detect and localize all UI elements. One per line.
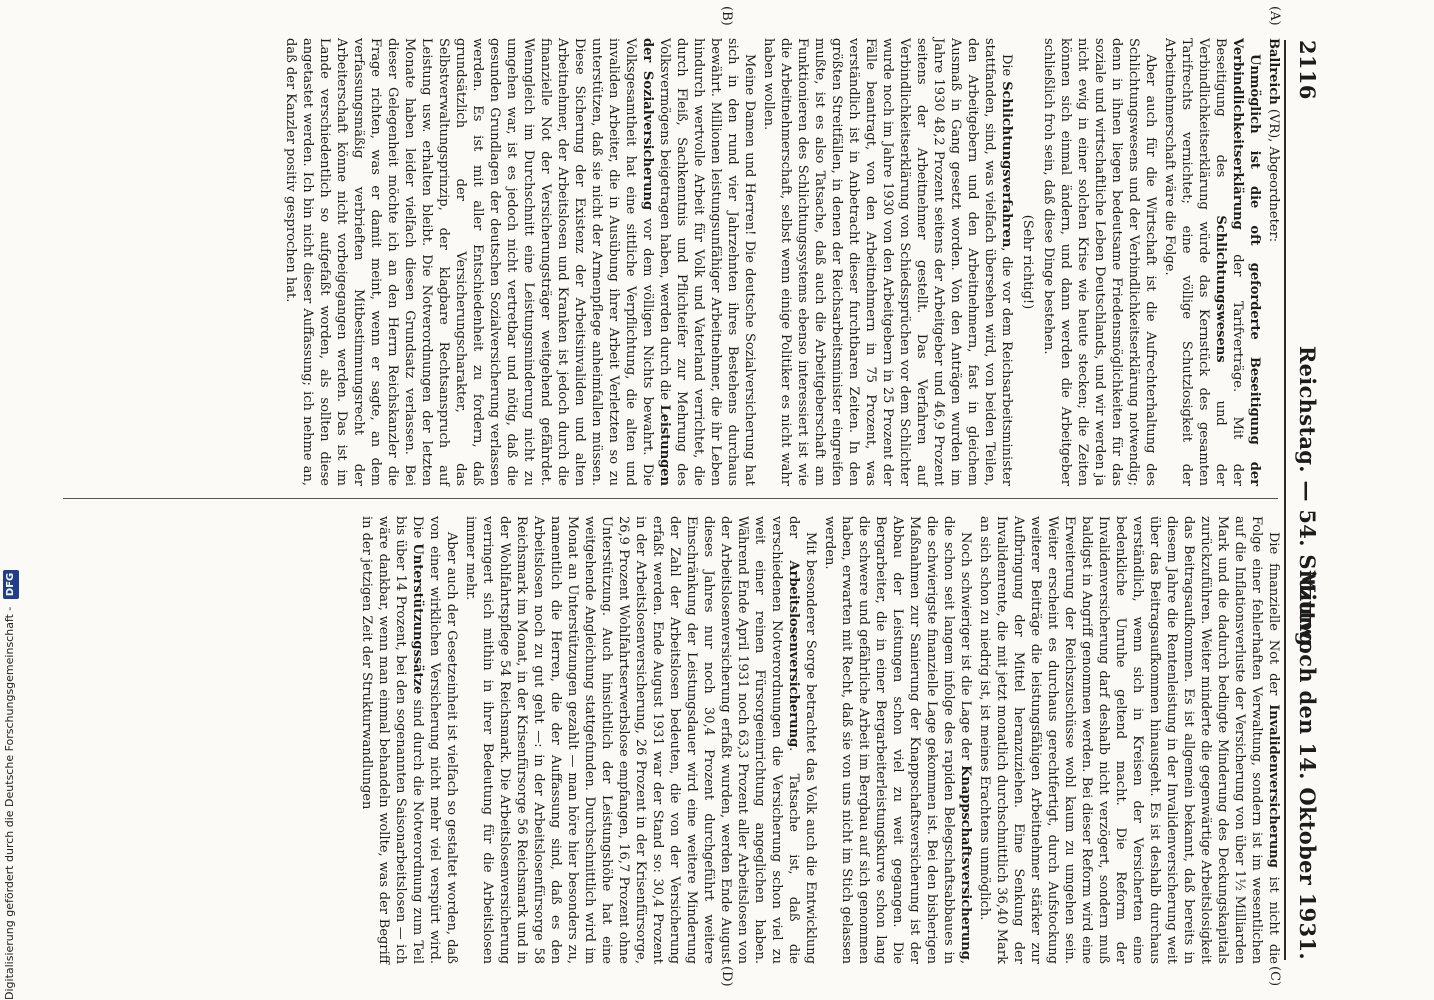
speaker-line (1265, 38, 1282, 486)
paragraph (358, 516, 460, 964)
emphasis: Leistungen der Sozialversicherung (640, 38, 672, 486)
paragraph (462, 516, 819, 964)
text-run: Noch schwieriger ist die Lage der (958, 532, 973, 766)
emphasis: Arbeitslosenversicherung (786, 560, 801, 748)
paragraph: Aber auch für die Wirtschaft ist die Aufrechterhaltung des Schlichtungswesens und der Verbindlichkeitserklärung notwendig; denn in ihnen liegen bedeutsame Friedensmöglichkeiten für das soziale und wirtschaftliche Leben Deutschlands, und wir werden ja nicht ewig in einer solchen Krise wie heute stecken; die Zeiten können sich einmal ändern, und dann werden die Arbeitgeber schließlich froh sein, daß diese Dinge bestehen. (1041, 38, 1158, 486)
footer-credit (2, 0, 18, 1000)
text-run: der Tarifverträge. Mit der Beseitigung des (1213, 38, 1245, 486)
footer-text: Digitalisierung gefördert durch die Deutsche Forschungsgemeinschaft - (3, 606, 16, 1000)
header-rule (1284, 40, 1286, 960)
text-run: vor dem völligen Nichts bewahrt. Die Volksgesamtheit hat eine sittliche Verpflichtung, die alten und invaliden Arbeiter, die in Ausübung ihrer Arbeit Verletzten so zu unterstützen, daß sie nicht der Armenpflege anheimfallen müssen. Diese Sicherung der Existenz der Arbeitsinvaliden und alten Arbeitnehmer, der Arbeitslosen und Kranken ist jedoch durch die finanzielle Not der Versicherungsträger weitgehend gefährdet. Wenngleich im Durchschnitt eine Leistungsminderung nicht zu umgehen war, ist es jedoch nicht vertretbar und nötig, daß die gesunden Grundlagen der deutschen Sozialversicherung verlassen werden. Es ist mit aller Entschiedenheit zu fordern, daß grundsätzlich der Versicherungscharakter, das Selbstverwaltungsprinzip, der klagbare Rechtsanspruch auf Leistung usw. erhalten bleibt. Die Notverordnungen der letzten Monate haben leider vielfach diesen Grundsatz verlassen. Bei dieser Gelegenheit möchte ich an den Herrn Reichskanzler die Frage richten, was er damit meint, wenn er sagte, an dem verfassungsmäßig verbrieften Mitbestimmungsrecht der Arbeiterschaft könne nicht vorbeigegangen werden. Das ist im Lande verschiedentlich so aufgefaßt worden, als sollten diese angetastet werden. Ich bin nicht dieser Auffassung; ich nehme an, daß der Kanzler positiv gesprochen hat. (283, 38, 655, 487)
left-column (280, 38, 1282, 486)
text-run: Unmöglich ist die oft geforderte Beseitigung der (1247, 54, 1262, 486)
header-title: Reichstag. — 54. Sitzung. (1295, 345, 1320, 655)
text-run: und der Verbindlichkeitserklärung würde das Kernstück des gesamten Tarifrechts vernichtet; eine völlige Schutzlosigkeit der Arbeitnehmerschaft wäre die Folge. (1162, 38, 1228, 486)
speaker-note: (VR), Abgeordneter: (1266, 108, 1281, 243)
page-number: 2116 (1295, 40, 1320, 100)
margin-marker-d: (D) (719, 966, 734, 987)
right-column (356, 516, 1282, 964)
margin-marker-b: (B) (719, 6, 734, 26)
text-run: . Tatsache ist, daß die verschiedenen Notverordnungen die Versicherung schon viel zu weit einer reinen Fürsorgeeinrichtung angeglichen haben. Während Ende April 1931 noch 63,3 Prozent aller Arbeitslosen von der Arbeitslosenversicherung erfaßt wurden, werden Ende August dieses Jahres nur noch 30,4 Prozent durchgeführt weitere Einschränkung der Leistungsdauer wird eine weitere Minderung der Zahl der Arbeitslosen bedeuten, die von der Versicherung erfaßt werden. Ende August 1931 war der Stand so: 30,4 Prozent in der Arbeitslosenversicherung, 26 Prozent in der Krisenfürsorge, 26,9 Prozent Wohlfahrtserwerbslose empfangen, 16,7 Prozent ohne Unterstützung. Auch hinsichtlich der Leistungshöhe hat eine weitgehende Angleichung stattgefunden. Durchschnittlich wird im Monat an Unterstützungen gezahlt — man höre hier besonders zu, namentlich die Herren, die der Auffassung sind, daß es den Arbeitslosen noch zu gut geht —: in der Arbeitslosenfürsorge 58 Reichsmark im Monat, in der Krisenfürsorge 56 Reichsmark und in der Wohlfahrtspflege 54 Reichsmark. Die Arbeitslosenversicherung verringert sich mithin in ihrer Bedeutung für die Arbeitslosen immer mehr. (463, 516, 801, 964)
emphasis: Unterstützungssätze (410, 543, 425, 695)
emphasis: Schlichtungsverfahren (999, 81, 1014, 248)
emphasis: Invalidenversicherung (1266, 704, 1281, 868)
paragraph (976, 516, 1282, 964)
text-run: ist nicht die Folge einer fehlerhaften Verwaltung, sondern ist im wesentlichen auf die Inflationsverluste der Versicherung von über 1½ Milliarden Mark und die dadurch bedingte Minderung des Deckungskapitals zurückzuführen. Weiter minderte die gegenwärtige Arbeitslosigkeit das Beitragsaufkommen. Es ist allgemein bekannt, daß bereits in diesem Jahre die Rentenleistung in der Invalidenversicherung weit über das Beitragsaufkommen hinausgeht. Es ist deshalb durchaus verständlich, wenn sich in Kreisen der Versicherten eine bedenkliche Unruhe geltend macht. Die Reform der Invalidenversicherung darf deshalb nicht verzögert, sondern muß baldigst in Angriff genommen werden. Bei dieser Reform wird eine Erweiterung der Reichszuschüsse wohl kaum zu umgehen sein. Weiter erscheint es durchaus gerechtfertigt, durch Aufstockung weiterer Beiträge die leistungsfähigen Arbeitnehmer stärker zur Aufbringung der Mittel heranzuziehen. Eine Senkung der Invalidenrente, die mit jetzt monatlich durchschnittlich 36,40 Mark an sich schon zu niedrig ist, ist meines Erachtens unmöglich. (977, 516, 1281, 965)
paragraph (1161, 38, 1263, 486)
emphasis: Schlichtungswesens (1213, 215, 1228, 363)
page-header (1290, 40, 1320, 960)
text-run: , die vor dem Reichsarbeitsminister stattfanden, sind, was vielfach übersehen wird, von beiden Teilen, den Arbeitgebern und den Arbeitnehmern, fast in gleichem Ausmaß in Gang gesetzt worden. Von den Anträgen wurden im Jahre 1930 48,2 Prozent seitens der Arbeitgeber und 46,9 Prozent seitens der Arbeitnehmer gestellt. Das Verfahren auf Verbindlichkeitserklärung von Schiedssprüchen vor dem Schlichter wurde noch im Jahre 1930 von den Arbeitgebern in 25 Prozent der Fälle beantragt, von den Arbeitnehmern in 75 Prozent, was verständlich ist in Anbetracht dieser furchtbaren Zeiten. In den größten Streitfällen, in denen der Reichsarbeitsminister eingreifen mußte, ist es also Tatsache, daß auch die Arbeitgeberschaft am Funktionieren des Schlichtungssystems ebenso interessiert ist wie die Arbeitnehmerschaft, selbst wenn einige Politiker es nicht wahr haben wollen. (761, 38, 1014, 486)
margin-marker-c: (C) (1267, 966, 1282, 987)
margin-marker-a: (A) (1267, 6, 1282, 26)
text-run: , die schon seit langem infolge des rapiden Belegschaftsabbaues in die schwierigste finanzielle Lage gekommen ist. Bei den bisherigen Maßnahmen zur Sanierung der Knappschaftsversicherung ist der Abbau der Leistungen schon viel zu weit gegangen. Die Bergarbeiter, die in einer Bergarbeiterleistungskurve schon lang die schwere und gefährliche Arbeit im Bergbau auf sich genommen haben, erwarten mit Recht, daß sie von uns nicht im Stich gelassen werden. (822, 516, 973, 964)
text-run: Mit besonderer Sorge betrachtet das Volk auch die Entwicklung der (786, 516, 818, 964)
dfg-logo: DFG (3, 570, 19, 599)
header-date: Mittwoch den 14. Oktober 1931. (1295, 569, 1320, 960)
emphasis: Verbindlichkeitserklärung (1230, 38, 1245, 230)
text-run: Die finanzielle Not der (1266, 532, 1281, 705)
text-run: Aber auch der Gesetzeinheit ist vielfach so gestaltet worden, daß von einer wirklichen Versicherung nicht mehr viel verspürt wird. Die (410, 516, 459, 964)
text-run: Die (999, 54, 1014, 82)
column-separator (63, 498, 1278, 499)
paragraph (821, 516, 974, 964)
text-run: Meine Damen und Herren! Die deutsche Sozialversicherung hat sich in den rund vier Jahrzehnten ihres Bestehens durchaus bewährt. Millionen leistungsunfähiger Arbeitnehmer, die ihr Leben hindurch wertvolle Arbeit für Volk und Vaterland verrichtet, die durch Fleiß, Sachkenntnis und Pflichteifer zur Mehrung des Volksvermögens beigetragen haben, werden durch die (657, 38, 757, 486)
paragraph (282, 38, 758, 486)
speaker-name: Ballreich (1266, 38, 1281, 105)
emphasis: Knappschaftsversicherung (958, 765, 973, 960)
interjection: (Sehr richtig!) (1020, 214, 1035, 310)
text-run: sind durch die Notverordnung zum Teil bis über 14 Prozent, bei den sogenannten Saisonarbeitslosen — ich wäre dankbar, wenn man einmal behandeln wollte, was der Begriff in der jetzigen Zeit der Strukturwandlungen (359, 516, 425, 964)
paragraph (760, 38, 1015, 486)
